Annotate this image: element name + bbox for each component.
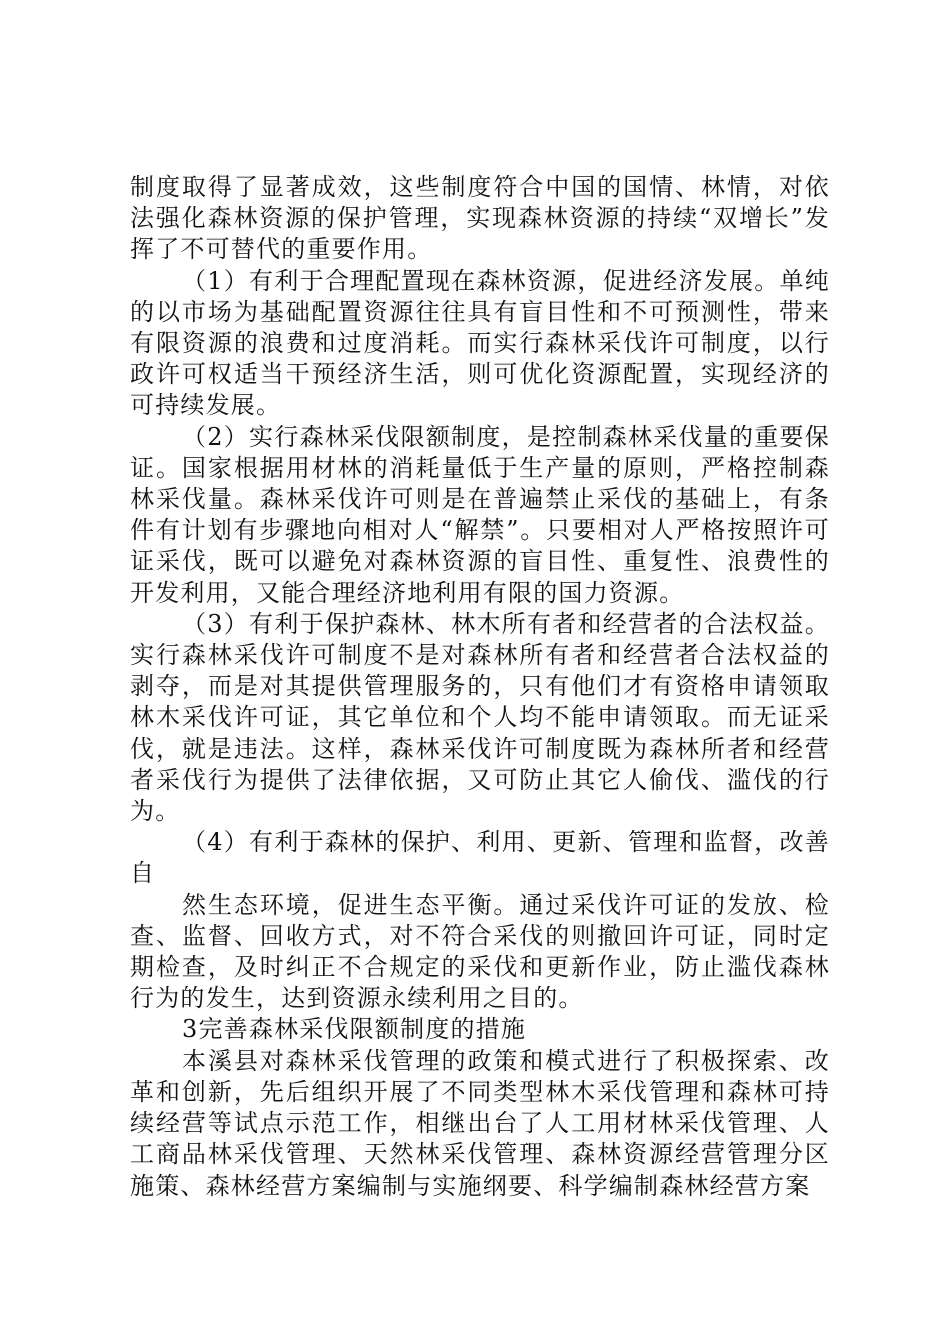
paragraph-point-3: （3）有利于保护森林、林木所有者和经营者的合法权益。实行森林采伐许可制度不是对森林所有者和经营者合法权益的剥夺，而是对其提供管理服务的，只有他们才有资格申请领取林木采伐许可证，其它单位和个人均不能申请领取。而无证采伐，就是违法。这样，森林采伐许可制度既为森林所者和经营者采伐行为提供了法律依据，又可防止其它人偷伐、滥伐的行为。 [130, 609, 830, 826]
paragraph-point-4: （4）有利于森林的保护、利用、更新、管理和监督，改善自 [130, 828, 830, 888]
paragraph-point-2: （2）实行森林采伐限额制度，是控制森林采伐量的重要保证。国家根据用材林的消耗量低于生产量的原则，严格控制森林采伐量。森林采伐许可则是在普遍禁止采伐的基础上，有条件有计划有步骤地向相对人“解禁”。只要相对人严格按照许可证采伐，既可以避免对森林资源的盲目性、重复性、浪费性的开发利用，又能合理经济地利用有限的国力资源。 [130, 422, 830, 607]
paragraph-continuation: 制度取得了显著成效，这些制度符合中国的国情、林情，对依法强化森林资源的保护管理，实现森林资源的持续“双增长”发挥了不可替代的重要作用。 [130, 173, 830, 264]
document-body [130, 172, 830, 1202]
paragraph-closing: 本溪县对森林采伐管理的政策和模式进行了积极探索、改革和创新，先后组织开展了不同类型林木采伐管理和森林可持续经营等试点示范工作，相继出台了人工用材林采伐管理、人工商品林采伐管理、天然林采伐管理、森林资源经营管理分区施策、森林经营方案编制与实施纲要、科学编制森林经营方案 [130, 1046, 830, 1200]
paragraph-point-4-continued: 然生态环境，促进生态平衡。通过采伐许可证的发放、检查、监督、回收方式，对不符合采伐的则撤回许可证，同时定期检查，及时纠正不合规定的采伐和更新作业，防止滥伐森林行为的发生，达到资源永续利用之目的。 [130, 890, 830, 1013]
paragraph-point-1: （1）有利于合理配置现在森林资源，促进经济发展。单纯的以市场为基础配置资源往往具有盲目性和不可预测性，带来有限资源的浪费和过度消耗。而实行森林采伐许可制度，以行政许可权适当干预经济生活，则可优化资源配置，实现经济的可持续发展。 [130, 266, 830, 420]
section-heading: 3完善森林采伐限额制度的措施 [182, 1015, 527, 1044]
